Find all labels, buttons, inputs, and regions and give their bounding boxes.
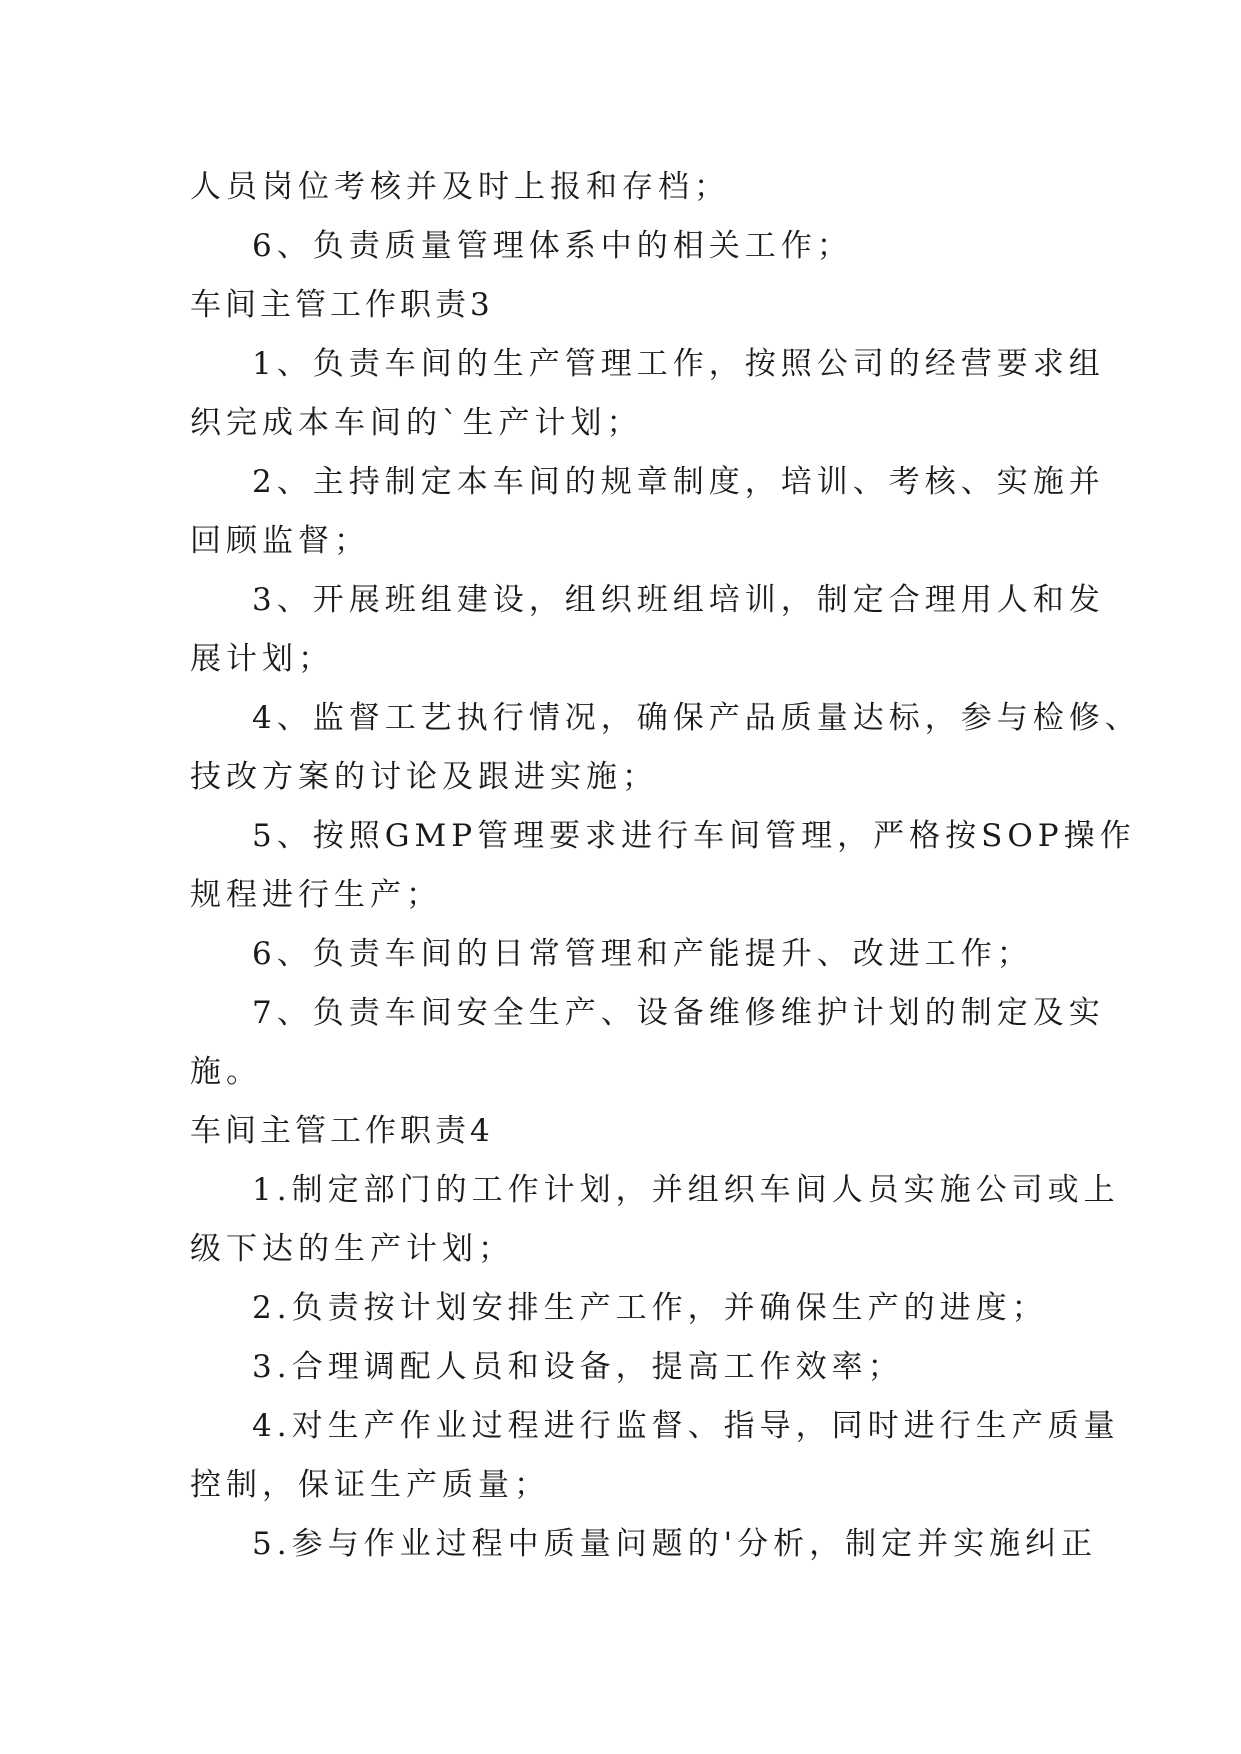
list-item-6: 6、负责质量管理体系中的相关工作； [252, 228, 853, 264]
list-item-2-line-1: 2、主持制定本车间的规章制度，培训、考核、实施并 [252, 464, 1105, 500]
list-item-1-line-1: 1、负责车间的生产管理工作，按照公司的经营要求组 [252, 346, 1105, 382]
list-item-3-line-2: 展计划； [190, 641, 334, 677]
list-item-1-line-1: 1.制定部门的工作计划，并组织车间人员实施公司或上 [252, 1172, 1120, 1208]
section-heading-3: 车间主管工作职责3 [190, 287, 494, 323]
list-item-4-line-1: 4、监督工艺执行情况，确保产品质量达标，参与检修、 [252, 700, 1141, 736]
section-heading-4: 车间主管工作职责4 [190, 1113, 494, 1149]
body-line: 人员岗位考核并及时上报和存档； [190, 169, 730, 205]
list-item-5-line-2: 规程进行生产； [190, 877, 442, 913]
list-item-3-line-1: 3、开展班组建设，组织班组培训，制定合理用人和发 [252, 582, 1105, 618]
list-item-7-line-2: 施。 [190, 1054, 262, 1090]
list-item-5-line-1: 5、按照GMP管理要求进行车间管理，严格按SOP操作 [252, 818, 1136, 854]
list-item-2: 2.负责按计划安排生产工作，并确保生产的进度； [252, 1290, 1048, 1326]
list-item-3: 3.合理调配人员和设备，提高工作效率； [252, 1349, 904, 1385]
list-item-4-line-2: 控制，保证生产质量； [190, 1467, 550, 1503]
list-item-4-line-2: 技改方案的讨论及跟进实施； [190, 759, 658, 795]
list-item-1-line-2: 级下达的生产计划； [190, 1231, 514, 1267]
list-item-1-line-2: 织完成本车间的`生产计划； [190, 405, 643, 441]
document-body [190, 158, 1141, 1574]
list-item-5-line-1: 5.参与作业过程中质量问题的'分析，制定并实施纠正 [252, 1526, 1098, 1562]
list-item-6: 6、负责车间的日常管理和产能提升、改进工作； [252, 936, 1033, 972]
list-item-7-line-1: 7、负责车间安全生产、设备维修维护计划的制定及实 [252, 995, 1105, 1031]
list-item-2-line-2: 回顾监督； [190, 523, 370, 559]
list-item-4-line-1: 4.对生产作业过程进行监督、指导，同时进行生产质量 [252, 1408, 1120, 1444]
